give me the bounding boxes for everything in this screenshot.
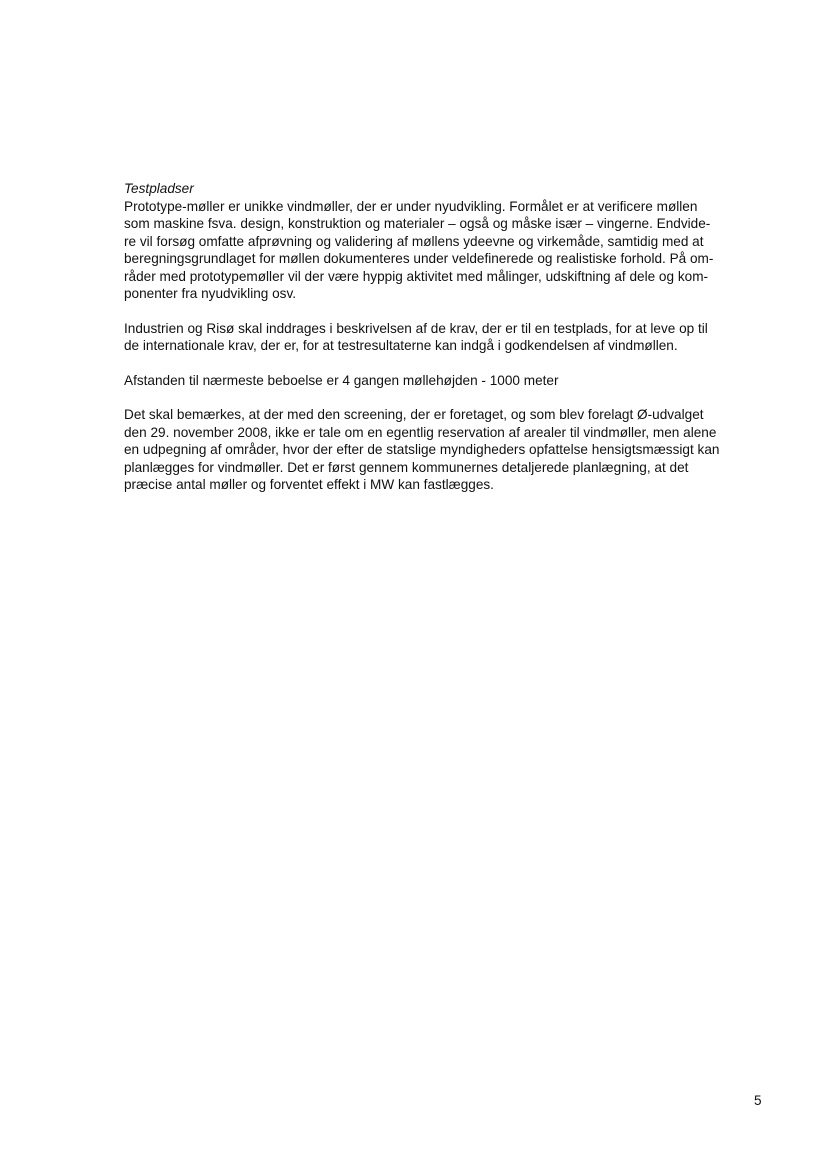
paragraph-line: re vil forsøg omfatte afprøvning og validering af møllens ydeevne og virkemåde, samtidig med at <box>124 233 704 249</box>
paragraph-testpladser <box>124 198 764 303</box>
paragraph-line: den 29. november 2008, ikke er tale om en egentlig reservation af arealer til vindmøller, men alene <box>124 424 717 440</box>
paragraph-line: Industrien og Risø skal inddrages i beskrivelsen af de krav, der er til en testplads, for at leve op til <box>124 320 708 336</box>
paragraph-line: Det skal bemærkes, at der med den screening, der er foretaget, og som blev forelagt Ø-udvalget <box>124 407 704 422</box>
paragraph-line: præcise antal møller og forventet effekt i MW kan fastlægges. <box>124 477 494 492</box>
paragraph-distance <box>124 372 764 390</box>
document-body <box>124 180 764 511</box>
paragraph-line: Prototype-møller er unikke vindmøller, der er under nyudvikling. Formålet er at verificere møllen <box>124 198 698 214</box>
paragraph-line: Afstanden til nærmeste beboelse er 4 gangen møllehøjden - 1000 meter <box>124 372 559 388</box>
paragraph-line: de internationale krav, der er, for at testresultaterne kan indgå i godkendelsen af vindmøllen. <box>124 338 678 353</box>
paragraph-line: råder med prototypemøller vil der være hyppig aktivitet med målinger, udskiftning af dele og kom- <box>124 268 709 284</box>
page-number: 5 <box>754 1093 762 1108</box>
section-heading: Testpladser <box>124 181 194 196</box>
paragraph-line: ponenter fra nyudvikling osv. <box>124 286 297 301</box>
paragraph-industry <box>124 320 764 355</box>
paragraph-screening <box>124 406 764 494</box>
paragraph-line: en udpegning af områder, hvor der efter de statslige myndigheders opfattelse hensigtsmæssigt kan <box>124 442 720 457</box>
paragraph-line: planlægges for vindmøller. Det er først gennem kommunernes detaljerede planlægning, at det <box>124 459 689 475</box>
paragraph-line: beregningsgrundlaget for møllen dokumenteres under veldefinerede og realistiske forhold. På om- <box>124 251 714 266</box>
paragraph-line: som maskine fsva. design, konstruktion og materialer – også og måske især – vingerne. Endvide- <box>124 216 711 231</box>
